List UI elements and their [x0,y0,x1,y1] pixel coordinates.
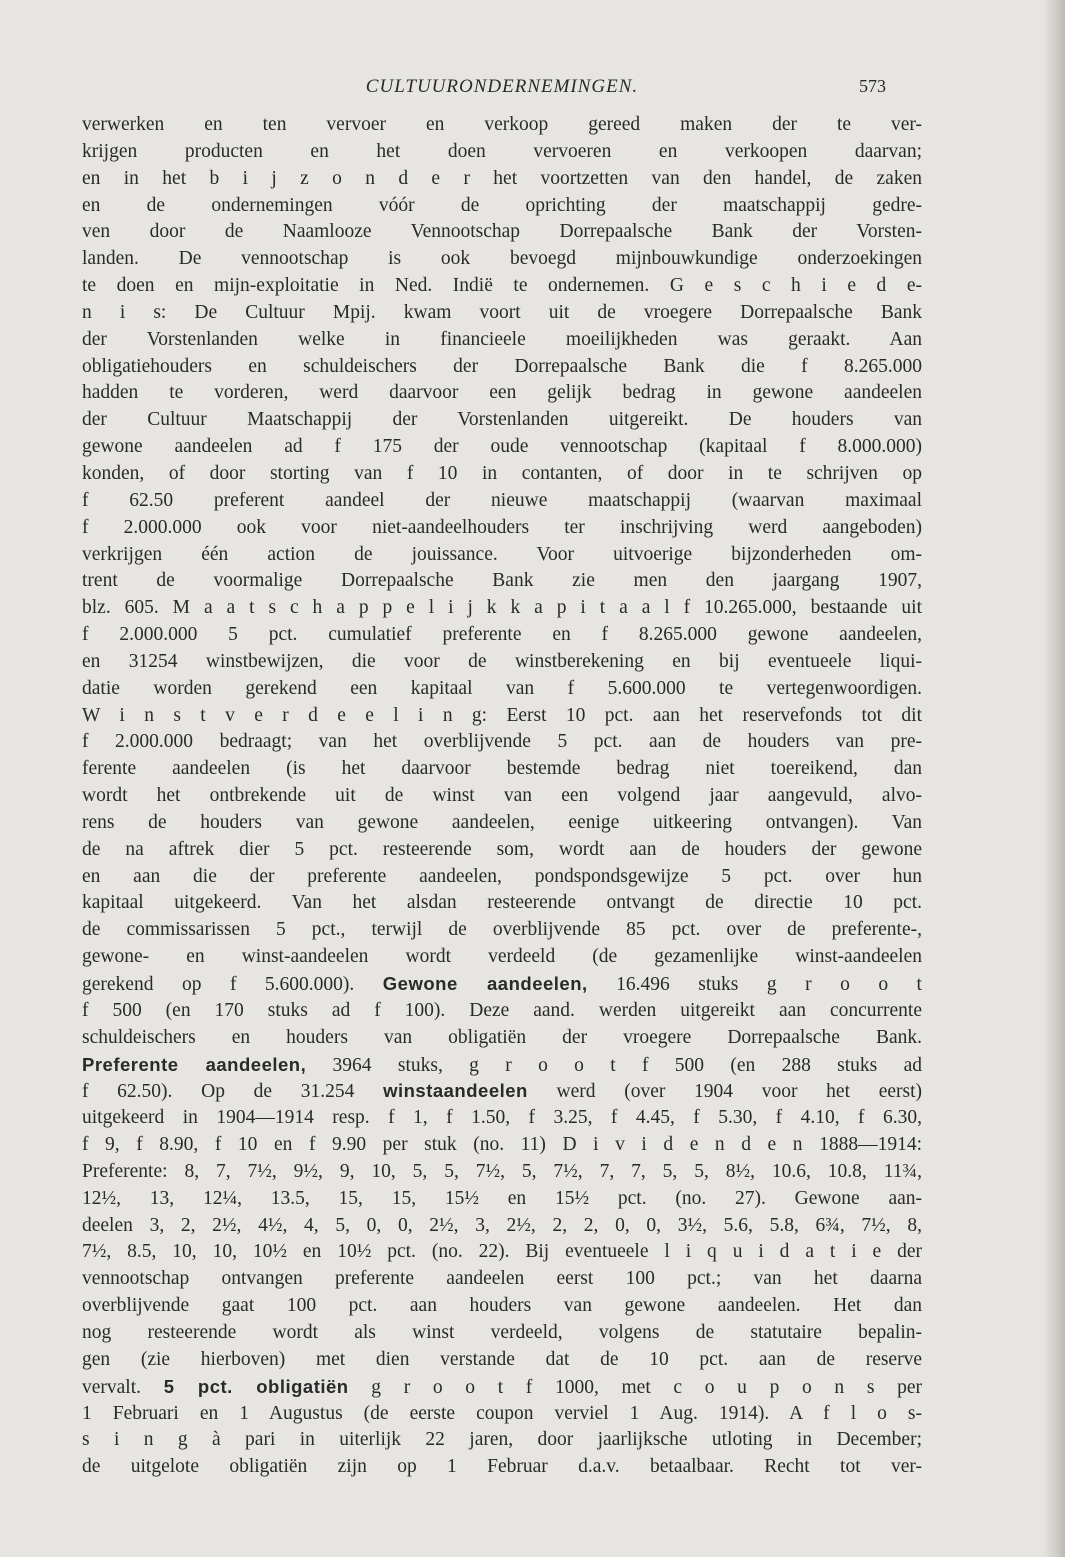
text-segment: deelen 3, 2, 2½, 4½, 4, 5, 0, 0, 2½, 3, 2½, 2, 2, 0, 0, 3½, 5.6, 5.8, 6¾, 7½, 8, [82,1214,922,1236]
text-segment: s i n g à pari in uiterlijk 22 jaren, door jaarlijksche utloting in December; [82,1429,922,1451]
text-line [82,461,922,488]
text-line [82,1025,922,1052]
bold-heading-text: Preferente aandeelen, [82,1053,307,1075]
text-segment: vervalt. [82,1376,164,1398]
text-line [82,542,922,569]
text-segment: overblijvende gaat 100 pct. aan houders van gewone aandeelen. Het dan [82,1295,922,1317]
text-segment: datie worden gerekend een kapitaal van f 5.600.000 te vertegenwoordigen. [82,677,922,699]
text-line [82,568,922,595]
text-segment: Preferente: 8, 7, 7½, 9½, 9, 10, 5, 5, 7½, 5, 7½, 7, 7, 5, 5, 8½, 10.6, 10.8, 11¾, [82,1160,922,1182]
text-line [82,1427,922,1454]
text-line [82,246,922,273]
text-line [82,166,922,193]
text-segment: 12½, 13, 12¼, 13.5, 15, 15, 15½ en 15½ pct. (no. 27). Gewone aan- [82,1187,922,1209]
text-segment: 3964 stuks, g r o o t f 500 (en 288 stuks ad [306,1054,922,1076]
text-line [82,434,922,461]
text-segment: blz. 605. M a a t s c h a p p e l i j k k a p i t a a l f 10.265.000, bestaande uit [82,597,922,619]
text-line [82,1401,922,1428]
text-line [82,998,922,1025]
text-line [82,1105,922,1132]
text-segment: 16.496 stuks g r o o t [587,974,922,995]
text-segment: verkrijgen één action de jouissance. Voor uitvoerige bijzonderheden om- [82,543,922,565]
text-line [82,1186,922,1213]
text-line [82,1213,922,1240]
text-line [82,864,922,891]
text-segment: krijgen producten en het doen vervoeren en verkoopen daarvan; [82,140,922,162]
bold-heading-text: 5 pct. obligatiën [163,1375,349,1397]
text-segment: f 2.000.000 ook voor niet-aandeelhouders ter inschrijving werd aangeboden) [82,516,922,538]
text-segment: verwerken en ten vervoer en verkoop gereed maken der te ver- [82,114,922,135]
text-line [82,1159,922,1186]
text-line [82,219,922,246]
text-segment: en aan die der preferente aandeelen, pondspondsgewijze 5 pct. over hun [82,865,922,887]
text-segment: hadden te vorderen, werd daarvoor een gelijk bedrag in gewone aandeelen [82,382,922,404]
text-segment: 1 Februari en 1 Augustus (de eerste coupon verviel 1 Aug. 1914). A f l o s- [82,1402,922,1424]
text-segment: 7½, 8.5, 10, 10, 10½ en 10½ pct. (no. 22). Bij eventueele l i q u i d a t i e der [82,1241,922,1263]
text-line [82,193,922,220]
text-segment: nog resteerende wordt als winst verdeeld, volgens de statutaire bepalin- [82,1321,922,1343]
text-line [82,1266,922,1293]
text-line [82,783,922,810]
text-line [82,837,922,864]
text-segment: obligatiehouders en schuldeischers der Dorrepaalsche Bank die f 8.265.000 [82,355,922,377]
text-segment: ferente aandeelen (is het daarvoor bestemde bedrag niet toereikend, dan [82,758,922,780]
bold-heading-text: Gewone aandeelen, [382,973,588,994]
text-segment: uitgekeerd in 1904—1914 resp. f 1, f 1.50, f 3.25, f 4.45, f 5.30, f 4.10, f 6.30, [82,1107,922,1129]
text-segment: gerekend op f 5.600.000). [82,974,383,995]
text-segment: te doen en mijn-exploitatie in Ned. Indië te ondernemen. G e s c h i e d e- [82,275,922,297]
text-segment: vennootschap ontvangen preferente aandeelen eerst 100 pct.; van het daarna [82,1268,922,1290]
text-segment: kapitaal uitgekeerd. Van het alsdan resteerende ontvangt de directie 10 pct. [82,892,922,914]
page-header [82,76,922,102]
text-segment: rens de houders van gewone aandeelen, eenige uitkeering ontvangen). Van [82,811,922,833]
page-edge-shadow [1043,0,1065,1557]
text-segment: de commissarissen 5 pct., terwijl de overblijvende 85 pct. over de preferente-, [82,919,922,941]
text-line [82,407,922,434]
text-line [82,300,922,327]
text-segment: gen (zie hierboven) met dien verstande dat de 10 pct. aan de reserve [82,1348,922,1370]
text-segment: en in het b i j z o n d e r het voortzetten van den handel, de zaken [82,167,922,189]
text-segment: landen. De vennootschap is ook bevoegd mijnbouwkundige onderzoekingen [82,248,922,270]
text-segment: f 500 (en 170 stuks ad f 100). Deze aand. werden uitgereikt aan concurrente [82,999,922,1021]
text-line [82,595,922,622]
text-segment: gewone- en winst-aandeelen wordt verdeeld (de gezamenlijke winst-aandeelen [82,946,922,968]
text-line [82,273,922,300]
page-number: 573 [859,76,886,96]
text-segment: ven door de Naamlooze Vennootschap Dorrepaalsche Bank der Vorsten- [82,221,922,243]
text-line [82,810,922,837]
text-segment: f 2.000.000 bedraagt; van het overblijvende 5 pct. aan de houders van pre- [82,731,922,753]
text-line [82,1132,922,1159]
text-segment: der Vorstenlanden welke in financieele moeilijkheden was geraakt. Aan [82,328,922,350]
text-segment: der Cultuur Maatschappij der Vorstenlanden uitgereikt. De houders van [82,409,922,431]
text-segment: de na aftrek dier 5 pct. resteerende som, wordt aan de houders der gewone [82,838,922,860]
text-line [82,112,922,139]
text-segment: f 62.50 preferent aandeel der nieuwe maatschappij (waarvan maximaal [82,489,922,511]
text-segment: en de ondernemingen vóór de oprichting der maatschappij gedre- [82,194,922,216]
text-segment: g r o o t f 1000, met c o u p o n s per [348,1376,922,1398]
text-segment: f 9, f 8.90, f 10 en f 9.90 per stuk (no. 11) D i v i d e n d e n 1888—1914: [82,1134,922,1156]
text-line [82,1320,922,1347]
text-line [82,649,922,676]
text-segment: f 2.000.000 5 pct. cumulatief preferente en f 8.265.000 gewone aandeelen, [82,624,922,646]
text-line [82,1374,922,1401]
text-line [82,703,922,730]
text-line [82,1239,922,1266]
text-segment: gewone aandeelen ad f 175 der oude vennootschap (kapitaal f 8.000.000) [82,436,922,458]
text-line [82,890,922,917]
text-segment: de uitgelote obligatiën zijn op 1 Februar d.a.v. betaalbaar. Recht tot ver- [82,1456,922,1478]
body-text [82,112,922,1481]
text-line [82,327,922,354]
text-segment: konden, of door storting van f 10 in contanten, of door in te schrijven op [82,462,922,484]
bold-heading-text: winstaandeelen [383,1080,528,1102]
text-line [82,1293,922,1320]
text-line [82,622,922,649]
text-segment: f 62.50). Op de 31.254 [82,1081,384,1103]
text-line [82,676,922,703]
text-segment: werd (over 1904 voor het eerst) [527,1081,922,1103]
text-segment: W i n s t v e r d e e l i n g: Eerst 10 pct. aan het reservefonds tot dit [82,704,922,726]
text-line [82,1347,922,1374]
text-line [82,729,922,756]
text-line [82,756,922,783]
text-line [82,515,922,542]
text-segment: wordt het ontbrekende uit de winst van een volgend jaar aangevuld, alvo- [82,785,922,807]
text-segment: trent de voormalige Dorrepaalsche Bank zie men den jaargang 1907, [82,570,922,592]
text-line [82,139,922,166]
text-line [82,971,922,998]
text-line [82,380,922,407]
text-line [82,1078,922,1105]
text-segment: schuldeischers en houders van obligatiën der vroegere Dorrepaalsche Bank. [82,1026,922,1048]
text-line [82,488,922,515]
text-line [82,1454,922,1481]
text-line [82,354,922,381]
running-title: CULTUURONDERNEMINGEN. [365,76,639,97]
text-line [82,944,922,971]
text-line [82,1052,922,1079]
text-segment: en 31254 winstbewijzen, die voor de winstberekening en bij eventueele liqui- [82,650,922,672]
text-segment: n i s: De Cultuur Mpij. kwam voort uit de vroegere Dorrepaalsche Bank [82,301,922,323]
text-line [82,917,922,944]
